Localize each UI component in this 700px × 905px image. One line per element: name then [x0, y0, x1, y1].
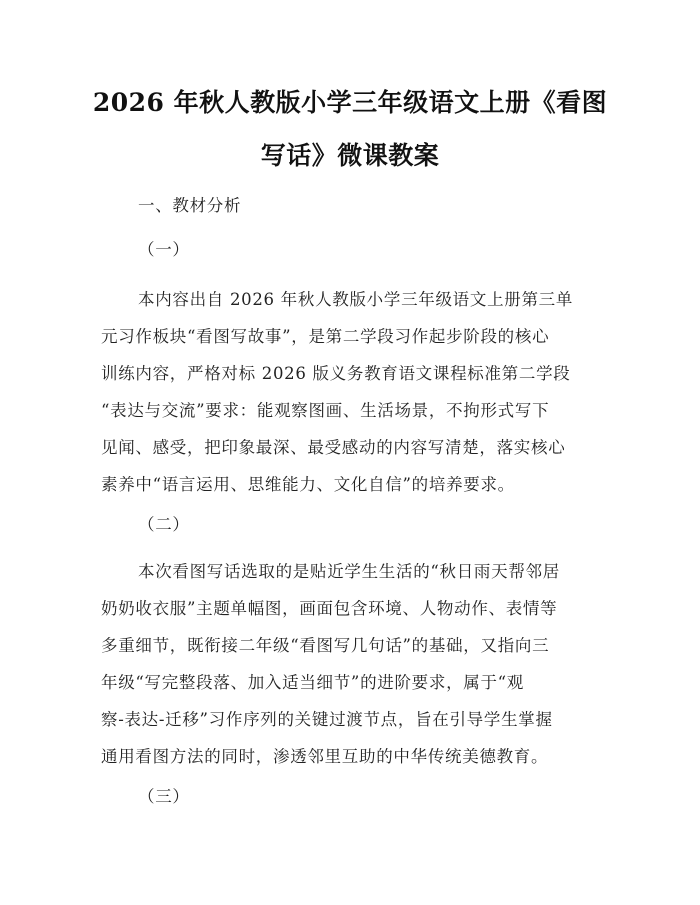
paragraph-1-line: 素养中“语言运用、思维能力、文化自信”的培养要求。: [101, 475, 515, 494]
paragraph-1-line: “表达与交流”要求：能观察图画、生活场景，不拘形式写下: [101, 401, 550, 420]
section-heading-teaching-material-analysis: 一、教材分析: [138, 196, 242, 215]
paragraph-2-line: 奶奶收衣服”主题单幅图，画面包含环境、人物动作、表情等: [101, 599, 558, 618]
paragraph-1-line: 训练内容，严格对标 2026 版义务教育语文课程标准第二学段: [101, 364, 571, 383]
subsection-marker-1: （一）: [138, 240, 190, 259]
subsection-marker-2: （二）: [138, 515, 190, 534]
paragraph-2-line: 本次看图写话选取的是贴近学生生活的“秋日雨天帮邻居: [138, 562, 560, 581]
paragraph-2-line: 察-表达-迁移”习作序列的关键过渡节点，旨在引导学生掌握: [101, 710, 553, 729]
document-title-line-2: 写话》微课教案: [260, 141, 440, 170]
paragraph-1-line: 本内容出自 2026 年秋人教版小学三年级语文上册第三单: [138, 290, 574, 309]
document-title-line-1: 2026 年秋人教版小学三年级语文上册《看图: [92, 88, 608, 117]
paragraph-1-line: 元习作板块“看图写故事”，是第二学段习作起步阶段的核心: [101, 327, 550, 346]
paragraph-2-line: 通用看图方法的同时，渗透邻里互助的中华传统美德教育。: [101, 747, 549, 766]
paragraph-2-line: 年级“写完整段落、加入适当细节”的进阶要求，属于“观: [101, 673, 525, 692]
paragraph-1-line: 见闻、感受，把印象最深、最受感动的内容写清楚，落实核心: [101, 438, 566, 457]
paragraph-2-line: 多重细节，既衔接二年级“看图写几句话”的基础，又指向三: [101, 636, 550, 655]
subsection-marker-3: （三）: [138, 787, 190, 806]
